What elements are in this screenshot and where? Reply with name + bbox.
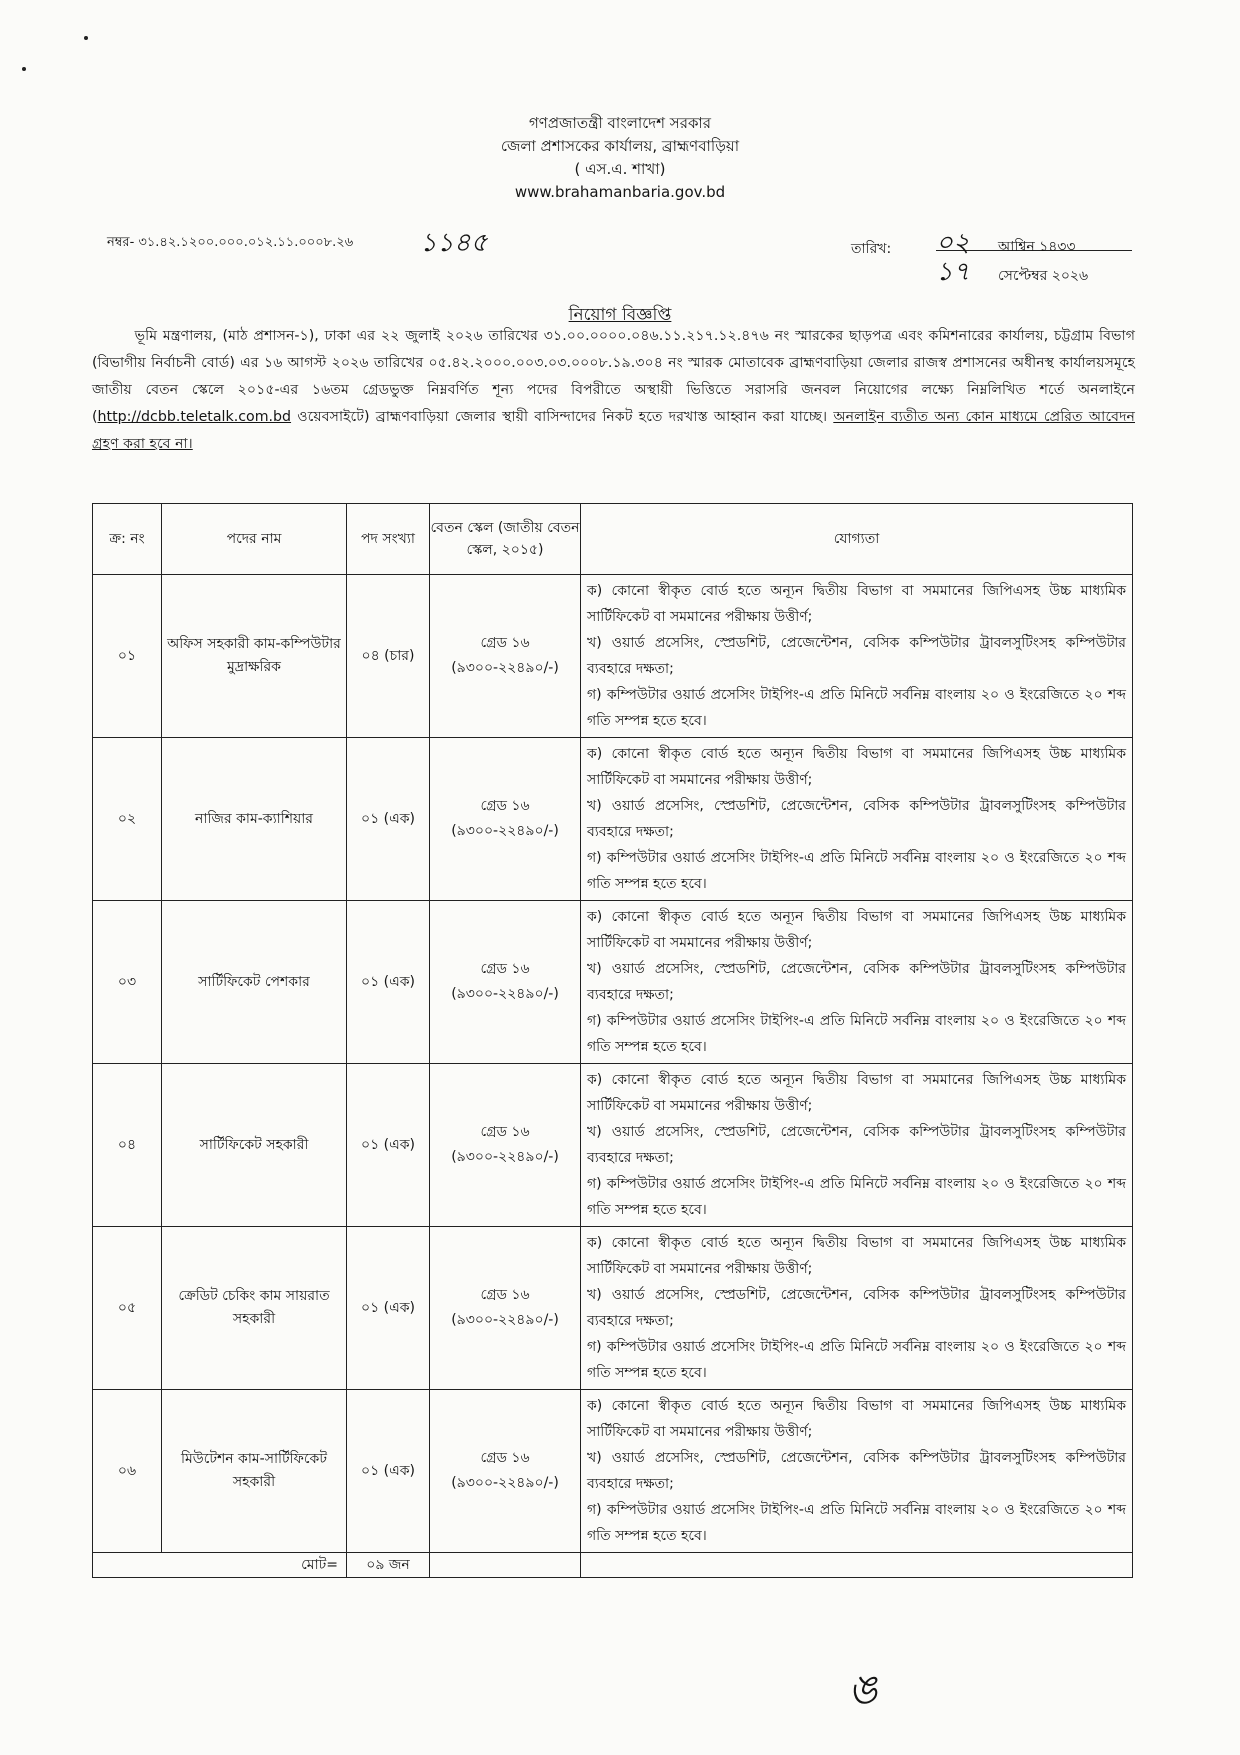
intro-after-link: ওয়েবসাইটে) ব্রাহ্মণবাড়িয়া জেলার স্থায়ী বাসিন্দাদের নিকট হতে দরখাস্ত আহ্বান করা যাচ্ছে। bbox=[291, 409, 834, 425]
scan-speck bbox=[22, 67, 26, 71]
row-grade: গ্রেড ১৬ bbox=[480, 1450, 530, 1466]
date-greg-day: ১৭ bbox=[936, 257, 970, 287]
row-pay-scale bbox=[430, 575, 581, 738]
row-qualification bbox=[581, 575, 1133, 738]
row-scale-range: (৯৩০০-২২৪৯০/-) bbox=[451, 660, 559, 676]
row-scale-range: (৯৩০০-২২৪৯০/-) bbox=[451, 1475, 559, 1491]
date-bangla-month-year: আশ্বিন ১৪৩৩ bbox=[998, 239, 1076, 255]
header-post-name: পদের নাম bbox=[162, 504, 347, 575]
row-post-count: ০৪ (চার) bbox=[347, 575, 430, 738]
row-post-name: অফিস সহকারী কাম-কম্পিউটার মুদ্রাক্ষরিক bbox=[162, 575, 347, 738]
row-qualification bbox=[581, 738, 1133, 901]
row-grade: গ্রেড ১৬ bbox=[480, 961, 530, 977]
qualification-c: গ) কম্পিউটার ওয়ার্ড প্রসেসিং টাইপিং-এ প্রতি মিনিটে সর্বনিম্ন বাংলায় ২০ ও ইংরেজিতে ২০ শব্দ গতি সম্পন্ন হতে হবে। bbox=[587, 850, 1126, 892]
qualification-c: গ) কম্পিউটার ওয়ার্ড প্রসেসিং টাইপিং-এ প্রতি মিনিটে সর্বনিম্ন বাংলায় ২০ ও ইংরেজিতে ২০ শব্দ গতি সম্পন্ন হতে হবে। bbox=[587, 1013, 1126, 1055]
row-post-count: ০১ (এক) bbox=[347, 738, 430, 901]
table-row bbox=[93, 1227, 1133, 1390]
application-link[interactable]: http://dcbb.teletalk.com.bd bbox=[97, 409, 292, 425]
row-pay-scale bbox=[430, 1064, 581, 1227]
header-pay-scale: বেতন স্কেল (জাতীয় বেতন স্কেল, ২০১৫) bbox=[430, 504, 581, 575]
row-post-name: সার্টিফিকেট পেশকার bbox=[162, 901, 347, 1064]
table-row bbox=[93, 901, 1133, 1064]
row-sl: ০৩ bbox=[93, 901, 162, 1064]
qualification-c: গ) কম্পিউটার ওয়ার্ড প্রসেসিং টাইপিং-এ প্রতি মিনিটে সর্বনিম্ন বাংলায় ২০ ও ইংরেজিতে ২০ শব্দ গতি সম্পন্ন হতে হবে। bbox=[587, 1176, 1126, 1218]
row-scale-range: (৯৩০০-২২৪৯০/-) bbox=[451, 823, 559, 839]
total-label: মোট= bbox=[93, 1553, 347, 1578]
qualification-c: গ) কম্পিউটার ওয়ার্ড প্রসেসিং টাইপিং-এ প্রতি মিনিটে সর্বনিম্ন বাংলায় ২০ ও ইংরেজিতে ২০ শব্দ গতি সম্পন্ন হতে হবে। bbox=[587, 687, 1126, 729]
row-pay-scale bbox=[430, 901, 581, 1064]
row-sl: ০৬ bbox=[93, 1390, 162, 1553]
office-name: জেলা প্রশাসকের কার্যালয়, ব্রাহ্মণবাড়িয়া bbox=[500, 137, 740, 155]
date-block bbox=[936, 222, 1136, 287]
handwritten-initial: ঙ bbox=[848, 1667, 878, 1713]
memo-number: নম্বর- ৩১.৪২.১২০০.০০০.০১২.১১.০০০৮.২৬ bbox=[107, 235, 354, 250]
table-total-row bbox=[93, 1553, 1133, 1578]
qualification-b: খ) ওয়ার্ড প্রসেসিং, স্প্রেডশিট, প্রেজেন্টেশন, বেসিক কম্পিউটার ট্রাবলসুটিংসহ কম্পিউটার ব্যবহারে দক্ষতা; bbox=[587, 635, 1126, 677]
header-post-count: পদ সংখ্যা bbox=[347, 504, 430, 575]
table-header-row bbox=[93, 504, 1133, 575]
notice-title: নিয়োগ বিজ্ঞপ্তি bbox=[568, 305, 672, 325]
row-grade: গ্রেড ১৬ bbox=[480, 635, 530, 651]
row-sl: ০৫ bbox=[93, 1227, 162, 1390]
row-qualification bbox=[581, 1227, 1133, 1390]
qualification-a: ক) কোনো স্বীকৃত বোর্ড হতে অন্যূন দ্বিতীয় বিভাগ বা সমমানের জিপিএসহ উচ্চ মাধ্যমিক সার্টিফিকেট বা সমমানের পরীক্ষায় উত্তীর্ণ; bbox=[587, 909, 1126, 951]
date-bangla bbox=[936, 222, 1136, 258]
qualification-a: ক) কোনো স্বীকৃত বোর্ড হতে অন্যূন দ্বিতীয় বিভাগ বা সমমানের জিপিএসহ উচ্চ মাধ্যমিক সার্টিফিকেট বা সমমানের পরীক্ষায় উত্তীর্ণ; bbox=[587, 1235, 1126, 1277]
row-grade: গ্রেড ১৬ bbox=[480, 1287, 530, 1303]
row-sl: ০১ bbox=[93, 575, 162, 738]
row-post-count: ০১ (এক) bbox=[347, 1227, 430, 1390]
qualification-a: ক) কোনো স্বীকৃত বোর্ড হতে অন্যূন দ্বিতীয় বিভাগ বা সমমানের জিপিএসহ উচ্চ মাধ্যমিক সার্টিফিকেট বা সমমানের পরীক্ষায় উত্তীর্ণ; bbox=[587, 1072, 1126, 1114]
row-post-name: মিউটেশন কাম-সার্টিফিকেট সহকারী bbox=[162, 1390, 347, 1553]
row-grade: গ্রেড ১৬ bbox=[480, 798, 530, 814]
letterhead bbox=[0, 112, 1240, 204]
notice-intro bbox=[92, 323, 1135, 458]
row-post-count: ০১ (এক) bbox=[347, 1064, 430, 1227]
table-row bbox=[93, 738, 1133, 901]
qualification-b: খ) ওয়ার্ড প্রসেসিং, স্প্রেডশিট, প্রেজেন্টেশন, বেসিক কম্পিউটার ট্রাবলসুটিংসহ কম্পিউটার ব্যবহারে দক্ষতা; bbox=[587, 961, 1126, 1003]
total-value: ০৯ জন bbox=[347, 1553, 430, 1578]
qualification-c: গ) কম্পিউটার ওয়ার্ড প্রসেসিং টাইপিং-এ প্রতি মিনিটে সর্বনিম্ন বাংলায় ২০ ও ইংরেজিতে ২০ শব্দ গতি সম্পন্ন হতে হবে। bbox=[587, 1339, 1126, 1381]
qualification-a: ক) কোনো স্বীকৃত বোর্ড হতে অন্যূন দ্বিতীয় বিভাগ বা সমমানের জিপিএসহ উচ্চ মাধ্যমিক সার্টিফিকেট বা সমমানের পরীক্ষায় উত্তীর্ণ; bbox=[587, 746, 1126, 788]
qualification-a: ক) কোনো স্বীকৃত বোর্ড হতে অন্যূন দ্বিতীয় বিভাগ বা সমমানের জিপিএসহ উচ্চ মাধ্যমিক সার্টিফিকেট বা সমমানের পরীক্ষায় উত্তীর্ণ; bbox=[587, 1398, 1126, 1440]
scan-speck bbox=[84, 36, 88, 40]
handwritten-serial: ১১৪৫ bbox=[420, 228, 488, 258]
vacancy-table bbox=[92, 503, 1133, 1578]
table-row bbox=[93, 1064, 1133, 1227]
date-greg-month-year: সেপ্টেম্বর ২০২৬ bbox=[998, 268, 1089, 284]
row-post-count: ০১ (এক) bbox=[347, 1390, 430, 1553]
row-sl: ০৪ bbox=[93, 1064, 162, 1227]
qualification-b: খ) ওয়ার্ড প্রসেসিং, স্প্রেডশিট, প্রেজেন্টেশন, বেসিক কম্পিউটার ট্রাবলসুটিংসহ কম্পিউটার ব্যবহারে দক্ষতা; bbox=[587, 1450, 1126, 1492]
row-post-name: সার্টিফিকেট সহকারী bbox=[162, 1064, 347, 1227]
row-scale-range: (৯৩০০-২২৪৯০/-) bbox=[451, 986, 559, 1002]
website-text: www.brahamanbaria.gov.bd bbox=[514, 183, 726, 201]
intro-body: ভূমি মন্ত্রণালয়, (মাঠ প্রশাসন-১), ঢাকা এর ২২ জুলাই ২০২৬ তারিখের ৩১.০০.০০০০.০৪৬.১১.২১৭.১২.৪৭৬ নং স্মারকের ছাড়পত্র এবং কমিশনারের কার্যালয়, চট্টগ্রাম বিভাগ (বিভাগীয় নির্বাচনী বোর্ড) এর ১৬ আগস্ট ২০২৬ তারিখের ০৫.৪২.২০০০.০০৩.০৩.০০০৮.১৯.৩০৪ নং স্মারক মোতাবেক ব্রাহ্মণবাড়িয়া জেলার রাজস্ব প্রশাসনের অধীনস্থ কার্যালয়সমূহে জাতীয় বেতন স্কেলে ২০১৫-এর ১৬তম গ্রেডভুক্ত নিম্নবর্ণিত শূন্য পদের বিপরীতে অস্থায়ী ভিত্তিতে সরাসরি জনবল নিয়োগের লক্ষ্যে নিম্নলিখিত শর্তে অনলাইনে ( bbox=[92, 328, 1136, 425]
row-post-name: ক্রেডিট চেকিং কাম সায়রাত সহকারী bbox=[162, 1227, 347, 1390]
qualification-b: খ) ওয়ার্ড প্রসেসিং, স্প্রেডশিট, প্রেজেন্টেশন, বেসিক কম্পিউটার ট্রাবলসুটিংসহ কম্পিউটার ব্যবহারে দক্ষতা; bbox=[587, 798, 1126, 840]
qualification-a: ক) কোনো স্বীকৃত বোর্ড হতে অন্যূন দ্বিতীয় বিভাগ বা সমমানের জিপিএসহ উচ্চ মাধ্যমিক সার্টিফিকেট বা সমমানের পরীক্ষায় উত্তীর্ণ; bbox=[587, 583, 1126, 625]
row-pay-scale bbox=[430, 738, 581, 901]
total-empty-cell bbox=[581, 1553, 1133, 1578]
row-scale-range: (৯৩০০-২২৪৯০/-) bbox=[451, 1312, 559, 1328]
govt-name: গণপ্রজাতন্ত্রী বাংলাদেশ সরকার bbox=[528, 114, 712, 132]
row-post-name: নাজির কাম-ক্যাশিয়ার bbox=[162, 738, 347, 901]
row-qualification bbox=[581, 901, 1133, 1064]
qualification-c: গ) কম্পিউটার ওয়ার্ড প্রসেসিং টাইপিং-এ প্রতি মিনিটে সর্বনিম্ন বাংলায় ২০ ও ইংরেজিতে ২০ শব্দ গতি সম্পন্ন হতে হবে। bbox=[587, 1502, 1126, 1544]
row-grade: গ্রেড ১৬ bbox=[480, 1124, 530, 1140]
row-sl: ০২ bbox=[93, 738, 162, 901]
row-qualification bbox=[581, 1064, 1133, 1227]
table-row bbox=[93, 1390, 1133, 1553]
qualification-b: খ) ওয়ার্ড প্রসেসিং, স্প্রেডশিট, প্রেজেন্টেশন, বেসিক কম্পিউটার ট্রাবলসুটিংসহ কম্পিউটার ব্যবহারে দক্ষতা; bbox=[587, 1124, 1126, 1166]
row-qualification bbox=[581, 1390, 1133, 1553]
date-bangla-day: ০২ bbox=[936, 228, 970, 258]
table-row bbox=[93, 575, 1133, 738]
qualification-b: খ) ওয়ার্ড প্রসেসিং, স্প্রেডশিট, প্রেজেন্টেশন, বেসিক কম্পিউটার ট্রাবলসুটিংসহ কম্পিউটার ব্যবহারে দক্ষতা; bbox=[587, 1287, 1126, 1329]
online-only-notice: অনলাইন ব্যতীত অন্য কোন মাধ্যমে প্রেরিত আবেদন গ্রহণ করা হবে না। bbox=[92, 409, 1135, 452]
header-qualification: যোগ্যতা bbox=[581, 504, 1133, 575]
row-post-count: ০১ (এক) bbox=[347, 901, 430, 1064]
branch-name: ( এস.এ. শাখা) bbox=[574, 160, 666, 178]
row-pay-scale bbox=[430, 1227, 581, 1390]
date-label: তারিখ: bbox=[851, 241, 892, 257]
row-pay-scale bbox=[430, 1390, 581, 1553]
total-empty-cell bbox=[430, 1553, 581, 1578]
header-sl: ক্র: নং bbox=[93, 504, 162, 575]
row-scale-range: (৯৩০০-২২৪৯০/-) bbox=[451, 1149, 559, 1165]
